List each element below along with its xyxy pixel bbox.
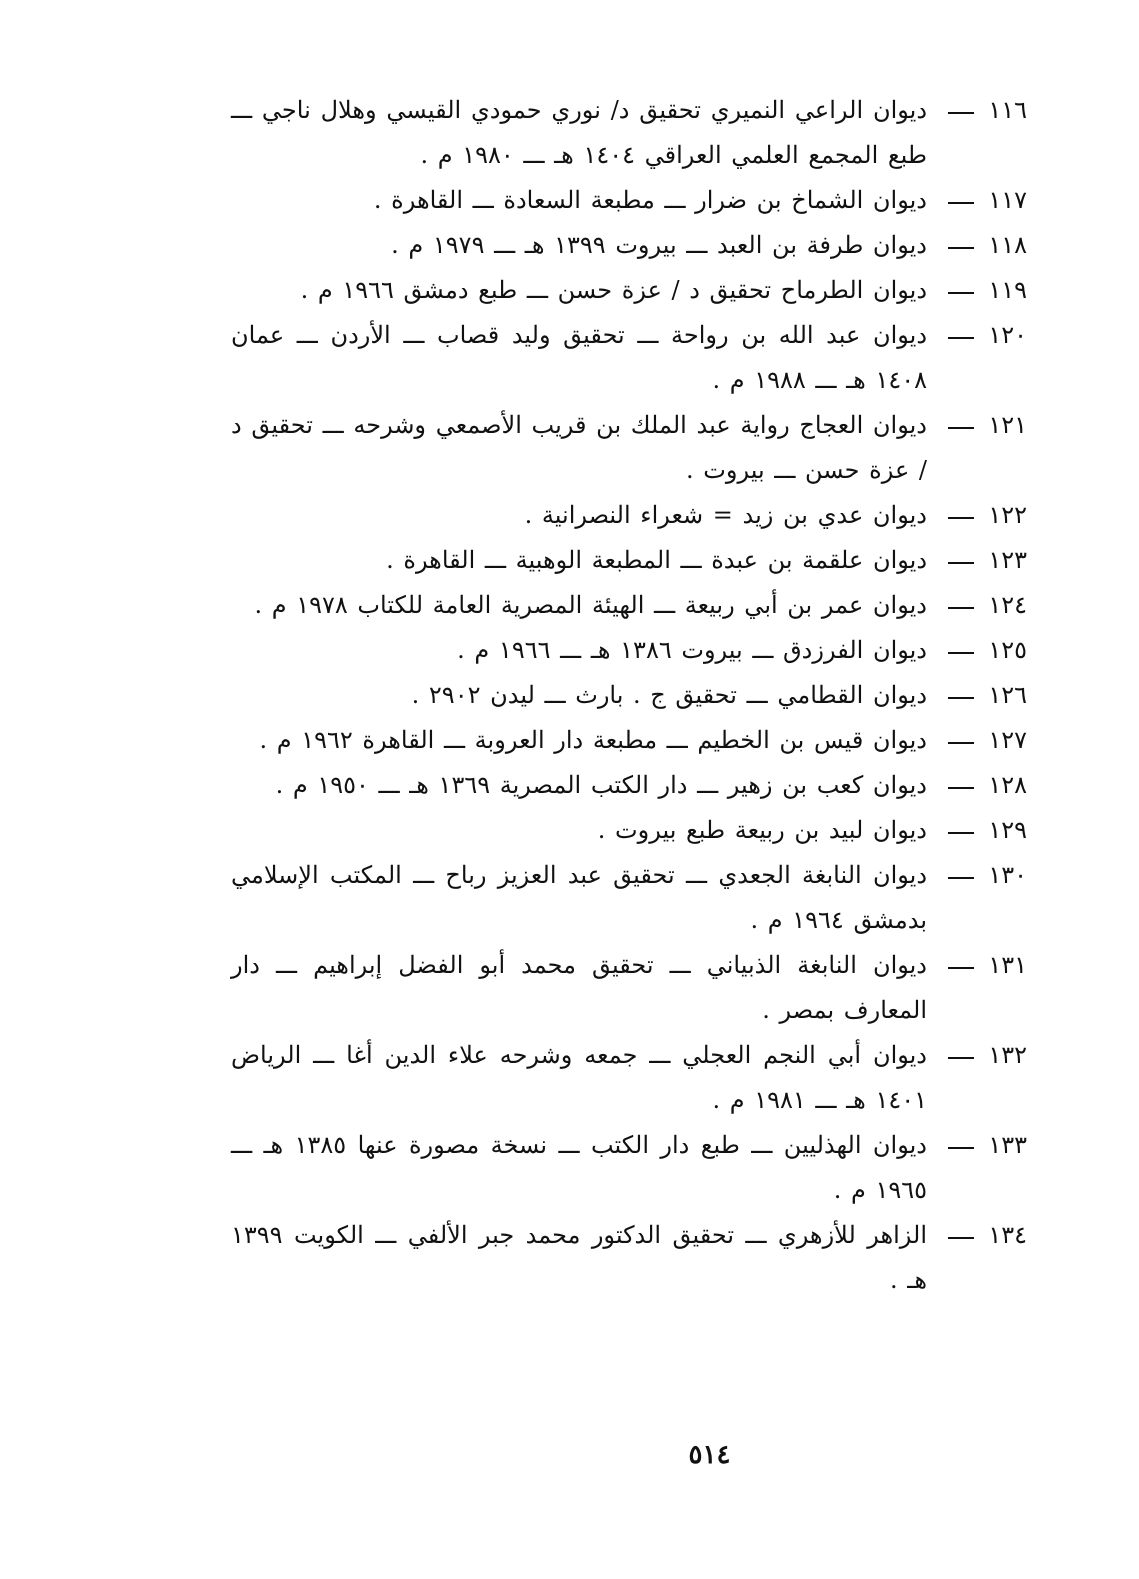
entry-dash [948,337,974,339]
entry-number-group [937,808,1027,853]
entry-dash [948,742,974,744]
bibliography-entry [231,493,1027,538]
entry-number: ١٢٥ [988,636,1027,664]
entry-number: ١٢٠ [988,321,1027,349]
entry-number: ١١٩ [988,276,1027,304]
entry-text: ديوان كعب بن زهير ـــ دار الكتب المصرية ١٣٦٩ هـ ـــ ١٩٥٠ م . [275,771,927,799]
bibliography-entry [231,178,1027,223]
entry-number: ١٢٤ [988,591,1027,619]
entry-text: ديوان الفرزدق ـــ بيروت ١٣٨٦ هـ ـــ ١٩٦٦ م . [457,636,927,664]
entry-dash [948,877,974,879]
entry-dash [948,517,974,519]
entry-number-group [937,313,1027,358]
entry-dash [948,1057,974,1059]
bibliography-entry [231,1033,1027,1123]
bibliography-entry [231,403,1027,493]
entry-text: ديوان طرفة بن العبد ـــ بيروت ١٣٩٩ هـ ـــ ١٩٧٩ م . [391,231,927,259]
entry-number: ١٣٢ [988,1041,1027,1069]
bibliography-entry [231,223,1027,268]
entry-number-group [937,268,1027,313]
entry-number-group [937,538,1027,583]
bibliography-entry [231,88,1027,178]
entry-number-group [937,1213,1027,1258]
entry-number-group [937,178,1027,223]
bibliography-entry [231,583,1027,628]
bibliography-entry [231,1123,1027,1213]
entry-text: ديوان العجاج رواية عبد الملك بن قريب الأصمعي وشرحه ـــ تحقيق د / عزة حسن ـــ بيروت . [231,411,927,484]
page-number [0,1440,1139,1470]
entry-number-group [937,1123,1027,1168]
entry-number: ١٢٢ [988,501,1027,529]
entry-number-group [937,583,1027,628]
entry-number-group [937,853,1027,898]
entry-dash [948,787,974,789]
page-number-text: ٥١٤ [688,1440,731,1470]
bibliography-entry [231,673,1027,718]
entry-dash [948,292,974,294]
entry-number: ١٢١ [988,411,1027,439]
entry-text: ديوان الشماخ بن ضرار ـــ مطبعة السعادة ـــ القاهرة . [373,186,927,214]
entry-dash [948,562,974,564]
bibliography-entry [231,313,1027,403]
entry-text: ديوان أبي النجم العجلي ـــ جمعه وشرحه علاء الدين أغا ـــ الرياض ١٤٠١ هـ ـــ ١٩٨١ م . [231,1041,927,1114]
entry-dash [948,1237,974,1239]
entry-text: ديوان النابغة الذبياني ـــ تحقيق محمد أبو الفضل إبراهيم ـــ دار المعارف بمصر . [231,951,927,1024]
bibliography-entry [231,718,1027,763]
entry-text: ديوان النابغة الجعدي ـــ تحقيق عبد العزيز رباح ـــ المكتب الإسلامي بدمشق ١٩٦٤ م . [231,861,927,934]
entry-text: ديوان علقمة بن عبدة ـــ المطبعة الوهبية ـــ القاهرة . [386,546,927,574]
entry-number-group [937,628,1027,673]
entry-number: ١٢٨ [988,771,1027,799]
entry-text: ديوان الهذليين ـــ طبع دار الكتب ـــ نسخة مصورة عنها ١٣٨٥ هـ ـــ ١٩٦٥ م . [231,1131,927,1204]
entry-number-group [937,673,1027,718]
entry-text: ديوان عدي بن زيد = شعراء النصرانية . [524,501,927,529]
entry-dash [948,832,974,834]
entry-dash [948,112,974,114]
entry-number: ١٣٠ [988,861,1027,889]
entry-number: ١٢٦ [988,681,1027,709]
entry-dash [948,697,974,699]
entry-number-group [937,718,1027,763]
entry-text: ديوان القطامي ـــ تحقيق ج . بارث ـــ ليدن ٢٩٠٢ . [411,681,927,709]
entry-number: ١٢٣ [988,546,1027,574]
entry-text: الزاهر للأزهري ـــ تحقيق الدكتور محمد جبر الألفي ـــ الكويت ١٣٩٩ هـ . [231,1221,927,1294]
bibliography-entry [231,538,1027,583]
entry-text: ديوان عبد الله بن رواحة ـــ تحقيق وليد قصاب ـــ الأردن ـــ عمان ١٤٠٨ هـ ـــ ١٩٨٨ م . [231,321,927,394]
entry-number: ١١٦ [988,96,1027,124]
entry-dash [948,652,974,654]
entry-text: ديوان عمر بن أبي ربيعة ـــ الهيئة المصرية العامة للكتاب ١٩٧٨ م . [254,591,927,619]
entry-dash [948,607,974,609]
bibliography-entry [231,1213,1027,1303]
entry-number: ١٣٣ [988,1131,1027,1159]
entry-number: ١١٨ [988,231,1027,259]
entry-text: ديوان الطرماح تحقيق د / عزة حسن ـــ طبع دمشق ١٩٦٦ م . [300,276,927,304]
entry-dash [948,202,974,204]
entry-number: ١٣١ [988,951,1027,979]
entry-number-group [937,943,1027,988]
entry-dash [948,427,974,429]
entry-number: ١١٧ [988,186,1027,214]
entry-number: ١٢٧ [988,726,1027,754]
entry-text: ديوان الراعي النميري تحقيق د/ نوري حمودي القيسي وهلال ناجي ـــ طبع المجمع العلمي العراقي ١٤٠٤ هـ ـــ ١٩٨٠ م . [231,96,927,169]
bibliography-entry [231,853,1027,943]
entry-number-group [937,1033,1027,1078]
bibliography-entry [231,943,1027,1033]
entry-dash [948,1147,974,1149]
entry-number-group [937,223,1027,268]
entry-number-group [937,493,1027,538]
bibliography-entry [231,268,1027,313]
entry-dash [948,967,974,969]
entry-number: ١٢٩ [988,816,1027,844]
entry-text: ديوان لبيد بن ربيعة طبع بيروت . [597,816,927,844]
entry-number-group [937,763,1027,808]
bibliography-entry [231,808,1027,853]
entry-number-group [937,88,1027,133]
entry-dash [948,247,974,249]
entry-text: ديوان قيس بن الخطيم ـــ مطبعة دار العروبة ـــ القاهرة ١٩٦٢ م . [259,726,927,754]
bibliography-entry [231,628,1027,673]
bibliography-entry [231,763,1027,808]
entry-number-group [937,403,1027,448]
entry-number: ١٣٤ [988,1221,1027,1249]
bibliography-list [231,88,1027,1303]
